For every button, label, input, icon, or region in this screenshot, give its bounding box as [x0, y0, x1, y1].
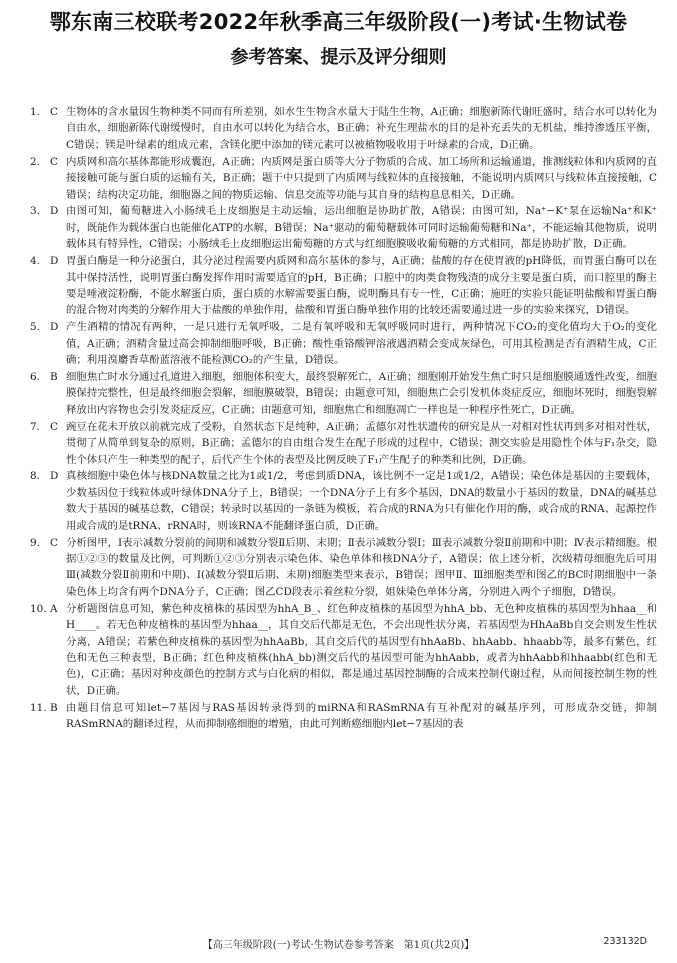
explanation-text: 由题目信息可知let−7基因与RAS基因转录得到的miRNA和RASmRNA有互补配对的碱基序列，可形成杂交链，抑制RASmRNA的翻译过程，从而抑制癌细胞的增殖，由此可判断癌细胞内let−7基因的表 — [66, 701, 657, 731]
answer-key — [30, 253, 58, 269]
explanation-text: 胃蛋白酶是一种分泌蛋白，其分泌过程需要内质网和高尔基体的参与，A正确；盐酸的存在使胃液的pH降低，而胃蛋白酶可以在其中保持活性，说明胃蛋白酶发挥作用时需要适宜的pH，B正确；口腔中的肉类食物残渣的成分主要是蛋白质，而口腔里的酶主要是唾液淀粉酶，不能水解蛋白质，蛋白质的水解需要蛋白酶，说明酶具有专一性，C正确；施旺的实验只能证明盐酸和胃蛋白酶的混合物对肉类的分解作用大于盐酸的单独作用，盐酸和胃蛋白酶单独作用的比较还需要通过进一步的实验来探究，D错误。 — [66, 255, 657, 317]
answer-key — [30, 154, 58, 170]
answer-item — [28, 601, 657, 699]
answer-key — [30, 203, 58, 219]
question-number: 7. — [30, 420, 40, 433]
question-number: 1. — [30, 106, 40, 118]
answer-letter: D — [50, 470, 59, 483]
answer-key — [30, 319, 58, 335]
page-subtitle: 参考答案、提示及评分细则 — [230, 47, 447, 68]
answer-letter: C — [50, 155, 58, 168]
answer-item — [28, 253, 657, 319]
answer-item — [28, 369, 657, 418]
answer-letter: C — [50, 420, 58, 433]
answer-item — [28, 468, 657, 534]
question-number: 8. — [30, 470, 40, 483]
explanation-text: 分析题图信息可知，紫色种皮植株的基因型为hhA_B_、红色种皮植株的基因型为hhA_bb、无色种皮植株的基因型为hhaa__和H____。若无色种皮植株的基因型为hhaa__，其自交后代都是无色，不会出现性状分离，若基因型为HhAaBb自交会则发生性状分离，A错误；若紫色种皮植株的基因型为hhAaBb，其自交后代的基因型有hhAaBb、hhAabb、hhaabb等，最多有紫色，红色和无色三种表型，B正确；红色种皮植株(hhA_bb)测交后代的基因型可能为hhAabb，或者为hhAabb和hhaabb(红色和无色)，C正确；基因对种皮颜色的控制方式与白化病的相似，都是通过基因控制酶的合成来控制代谢过程，从而间接控制生物的性状，D正确。 — [66, 602, 657, 697]
page-title: 鄂东南三校联考2022年秋季高三年级阶段(一)考试·生物试卷 — [49, 10, 628, 34]
explanation-text: 由图可知，葡萄糖进入小肠绒毛上皮细胞是主动运输，运出细胞是协助扩散，A错误；由图可知，Na⁺−K⁺泵在运输Na⁺和K⁺时，既能作为载体蛋白也能催化ATP的水解，B错误；Na⁺驱动的葡萄糖载体可同时运输葡萄糖和Na⁺，不能运输其他物质，说明载体具有特异性，C错误；小肠绒毛上皮细胞运出葡萄糖的方式与红细胞膜吸收葡萄糖的方式相同，都是协助扩散，D正确。 — [66, 205, 657, 251]
explanation-text: 内质网和高尔基体都能形成囊泡，A正确；内质网是蛋白质等大分子物质的合成、加工场所和运输通道，推测线粒体和内质网的直接接触可能与蛋白质的运输有关，B正确；题干中只提到了内质网与线粒体的直接接触，不能说明内质网只与线粒体直接接触，C错误；结构决定功能，细胞器之间的物质运输、信息交流等功能与其自身的结构息息相关，D正确。 — [66, 155, 657, 201]
question-number: 2. — [30, 155, 40, 168]
answer-letter: D — [50, 255, 59, 268]
explanation-text: 豌豆在花未开放以前就完成了受粉，自然状态下是纯种，A正确；孟德尔对性状遗传的研究是从一对相对性状再到多对相对性状，贯彻了从简单到复杂的原则，B正确；孟德尔的自由组合发生在配子形成的过程中，C错误；测交实验是用隐性个体与F₁杂交，隐性个体只产生一种类型的配子，后代产生个体的表型及比例反映了F₁产生配子的种类和比例，D正确。 — [66, 420, 657, 466]
answer-letter: B — [50, 371, 58, 383]
answer-key — [30, 700, 58, 716]
question-number: 11. — [30, 701, 47, 714]
question-number: 9. — [30, 536, 40, 549]
question-number: 3. — [30, 205, 40, 218]
answer-letter: B — [50, 701, 58, 714]
answer-explanations — [28, 104, 657, 733]
answer-letter: D — [50, 205, 59, 218]
explanation-text: 产生酒精的情况有两种，一是只进行无氧呼吸，二是有氧呼吸和无氧呼吸同时进行，两种情况下CO₂的变化值均大于O₂的变化值，A正确；酒精含量过高会抑制细胞呼吸，B正确；酸性重铬酸钾溶液遇酒精会变成灰绿色，可用其检测是否有酒精生成，C正确；利用溴麝香草酚蓝溶液不能检测CO₂的产生量，D错误。 — [66, 321, 657, 367]
answer-key — [30, 104, 58, 120]
question-number: 5. — [30, 321, 40, 334]
explanation-text: 分析图甲，Ⅰ表示减数分裂前的间期和减数分裂Ⅱ后期、末期；Ⅱ表示减数分裂Ⅰ；Ⅲ表示减数分裂Ⅱ前期和中期；Ⅳ表示精细胞。根据①②③的数量及比例，可判断①②③分别表示染色体、染色单体和核DNA分子，A错误；依上述分析，次级精母细胞先后可用Ⅲ(减数分裂Ⅱ前期和中期)、Ⅰ(减数分裂Ⅱ后期、末期)细胞类型来表示，B错误；图甲Ⅱ、Ⅲ细胞类型和图乙的BC时期细胞中一条染色体上均含有两个DNA分子，C正确；图乙CD段表示着丝粒分裂，姐妹染色单体分离，分别进入两个子细胞，D错误。 — [66, 536, 657, 598]
answer-key — [30, 601, 58, 617]
answer-item — [28, 700, 657, 733]
answer-item — [28, 419, 657, 468]
answer-letter: A — [50, 602, 58, 615]
answer-item — [28, 154, 657, 203]
answer-key — [30, 535, 58, 551]
question-number: 10. — [30, 602, 47, 615]
answer-item — [28, 203, 657, 252]
footer-page-info: 【高三年级阶段(一)考试·生物试卷参考答案 第1页(共2页)】 — [202, 940, 475, 951]
answer-key — [30, 468, 58, 484]
answer-letter: C — [50, 536, 58, 549]
footer-paper-code: 233132D — [603, 936, 647, 947]
answer-key — [30, 419, 58, 435]
question-number: 6. — [30, 371, 40, 383]
explanation-text: 真核细胞中染色体与核DNA数量之比为1或1/2，考虑到质DNA，该比例不一定是1或1/2，A错误；染色体是基因的主要载体，少数基因位于线粒体或叶绿体DNA分子上，B错误；一个DNA分子上有多个基因，DNA的数量小于基因的数量，DNA的碱基总数大于基因的碱基总数，C错误；转录时以基因的一条链为模板，若合成的RNA为只有催化作用的酶，或合成的RNA、起源控作用或合成的是tRNA、rRNA时，则该RNA不能翻译蛋白质，D正确。 — [66, 470, 657, 532]
answer-letter: D — [50, 321, 59, 334]
page-footer — [0, 936, 677, 952]
answer-item — [28, 535, 657, 601]
question-number: 4. — [30, 255, 40, 268]
answer-letter: C — [50, 106, 58, 118]
answer-item — [28, 104, 657, 153]
answer-key — [30, 369, 58, 385]
explanation-text: 细胞焦亡时水分通过孔道进入细胞，细胞体积变大，最终裂解死亡，A正确；细胞刚开始发生焦亡时只是细胞膜通透性改变，细胞膜保持完整性，但是最终细胞会裂解，细胞膜破裂，B错误；由题意可知，细胞焦亡会引发机体炎症反应，细胞坏死时，细胞裂解释放出内容物也会引发炎症反应，C正确；由题意可知，细胞焦亡和细胞凋亡一样也是一种程序性死亡，D正确。 — [66, 371, 657, 416]
answer-item — [28, 319, 657, 368]
explanation-text: 生物体的含水量因生物种类不同而有所差别，如水生生物含水量大于陆生生物，A正确；细胞新陈代谢旺盛时，结合水可以转化为自由水，细胞新陈代谢缓慢时，自由水可以转化为结合水，B正确；补充生理盐水的目的是补充丢失的无机盐，维持渗透压平衡，C错误；镁是叶绿素的组成元素，含镁化肥中添加的镁元素可以被植物吸收用于叶绿素的合成，D正确。 — [66, 106, 657, 151]
